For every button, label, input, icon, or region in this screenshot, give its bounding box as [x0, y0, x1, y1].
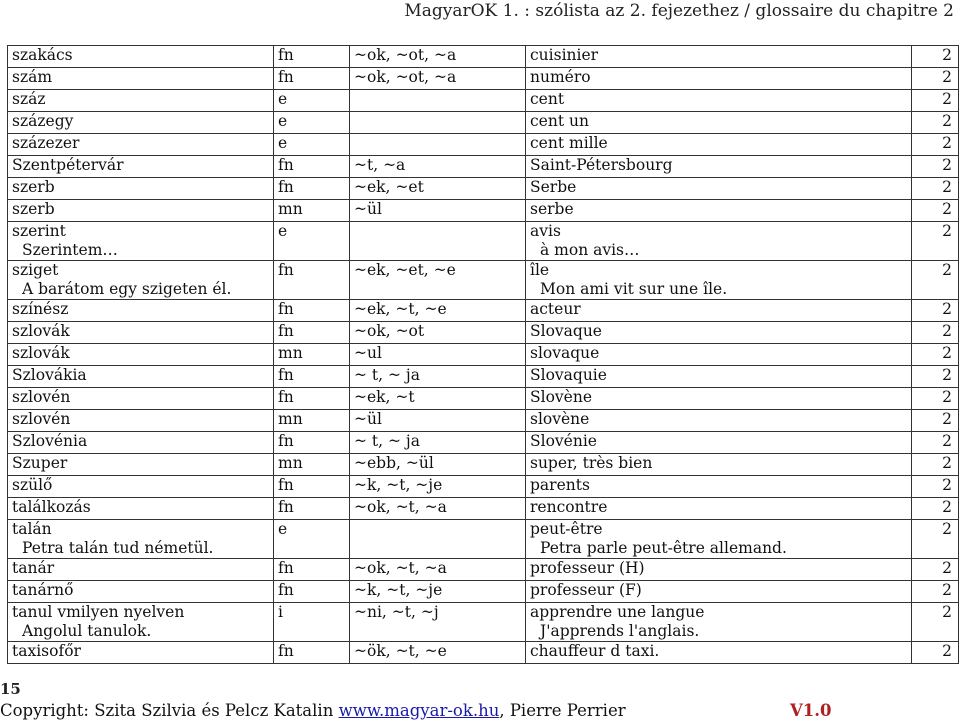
- word-forms-cell: [350, 112, 526, 134]
- french-translation-cell-text: avis: [530, 222, 561, 240]
- hungarian-word-cell: [8, 498, 274, 520]
- chapter-number-cell: [912, 156, 959, 178]
- part-of-speech-cell: [274, 642, 350, 664]
- french-translation-cell-text: Saint-Pétersbourg: [530, 156, 673, 174]
- chapter-number-cell-text: 2: [942, 222, 952, 240]
- word-forms-cell-text: ~ek, ~t: [354, 388, 415, 406]
- part-of-speech-cell: [274, 222, 350, 261]
- hungarian-word-cell-text: talán: [12, 520, 52, 538]
- word-forms-cell-text: ~ok, ~ot: [354, 322, 425, 340]
- word-forms-cell-text: ~ebb, ~ül: [354, 454, 434, 472]
- french-translation-cell-example: Petra parle peut-être allemand.: [540, 539, 787, 557]
- hungarian-word-cell-example: Petra talán tud németül.: [22, 539, 214, 557]
- chapter-number-cell: [912, 178, 959, 200]
- part-of-speech-cell: [274, 366, 350, 388]
- table-row: [8, 90, 959, 112]
- part-of-speech-cell: [274, 200, 350, 222]
- part-of-speech-cell: [274, 476, 350, 498]
- part-of-speech-cell-text: fn: [278, 366, 294, 384]
- word-forms-cell-text: ~ok, ~t, ~a: [354, 559, 447, 577]
- word-forms-cell: [350, 476, 526, 498]
- chapter-number-cell-text: 2: [942, 559, 952, 577]
- french-translation-cell: [526, 476, 912, 498]
- part-of-speech-cell-text: fn: [278, 46, 294, 64]
- chapter-number-cell: [912, 134, 959, 156]
- table-row: [8, 156, 959, 178]
- hungarian-word-cell: [8, 559, 274, 581]
- word-forms-cell: [350, 222, 526, 261]
- hungarian-word-cell-text: százezer: [12, 134, 80, 152]
- table-row: [8, 222, 959, 261]
- part-of-speech-cell-text: i: [278, 603, 283, 621]
- part-of-speech-cell-text: fn: [278, 559, 294, 577]
- chapter-number-cell: [912, 46, 959, 68]
- hungarian-word-cell-text: szerb: [12, 178, 55, 196]
- word-forms-cell-text: ~ül: [354, 200, 382, 218]
- french-translation-cell-text: numéro: [530, 68, 591, 86]
- chapter-number-cell-text: 2: [942, 581, 952, 599]
- table-row: [8, 366, 959, 388]
- chapter-number-cell-text: 2: [942, 498, 952, 516]
- word-forms-cell-text: ~ek, ~et, ~e: [354, 261, 456, 279]
- french-translation-cell-text: serbe: [530, 200, 574, 218]
- chapter-number-cell-text: 2: [942, 603, 952, 621]
- word-forms-cell-text: ~ek, ~et: [354, 178, 424, 196]
- french-translation-cell-text: rencontre: [530, 498, 608, 516]
- hungarian-word-cell-example: Szerintem…: [22, 241, 118, 259]
- hungarian-word-cell-text: szakács: [12, 46, 73, 64]
- table-row: [8, 581, 959, 603]
- word-forms-cell: [350, 410, 526, 432]
- chapter-number-cell-text: 2: [942, 178, 952, 196]
- hungarian-word-cell-text: Szentpétervár: [12, 156, 124, 174]
- french-translation-cell: [526, 134, 912, 156]
- french-translation-cell: [526, 520, 912, 559]
- french-translation-cell: [526, 388, 912, 410]
- part-of-speech-cell: [274, 388, 350, 410]
- copyright-text: Copyright: Szita Szilvia és Pelcz Katalin: [0, 701, 339, 720]
- hungarian-word-cell: [8, 642, 274, 664]
- french-translation-cell: [526, 410, 912, 432]
- hungarian-word-cell-text: szerint: [12, 222, 66, 240]
- part-of-speech-cell: [274, 603, 350, 642]
- french-translation-cell: [526, 642, 912, 664]
- hungarian-word-cell-text: szlovák: [12, 344, 70, 362]
- french-translation-cell: [526, 322, 912, 344]
- french-translation-cell: [526, 68, 912, 90]
- table-row: [8, 300, 959, 322]
- hungarian-word-cell: [8, 388, 274, 410]
- french-translation-cell-text: cent: [530, 90, 565, 108]
- chapter-number-cell: [912, 90, 959, 112]
- table-row: [8, 322, 959, 344]
- chapter-number-cell-text: 2: [942, 388, 952, 406]
- chapter-number-cell-text: 2: [942, 112, 952, 130]
- word-forms-cell-text: ~ni, ~t, ~j: [354, 603, 439, 621]
- part-of-speech-cell: [274, 410, 350, 432]
- hungarian-word-cell-text: sziget: [12, 261, 59, 279]
- part-of-speech-cell-text: fn: [278, 300, 294, 318]
- hungarian-word-cell: [8, 581, 274, 603]
- part-of-speech-cell: [274, 432, 350, 454]
- chapter-number-cell-text: 2: [942, 454, 952, 472]
- table-row: [8, 498, 959, 520]
- word-forms-cell-text: ~ t, ~ ja: [354, 432, 420, 450]
- french-translation-cell: [526, 46, 912, 68]
- hungarian-word-cell: [8, 520, 274, 559]
- chapter-number-cell-text: 2: [942, 68, 952, 86]
- french-translation-cell-text: professeur (H): [530, 559, 645, 577]
- hungarian-word-cell: [8, 300, 274, 322]
- word-forms-cell: [350, 156, 526, 178]
- french-translation-cell-text: chauffeur d taxi.: [530, 642, 660, 660]
- part-of-speech-cell: [274, 46, 350, 68]
- part-of-speech-cell-text: mn: [278, 200, 303, 218]
- hungarian-word-cell-text: százegy: [12, 112, 74, 130]
- hungarian-word-cell: [8, 112, 274, 134]
- part-of-speech-cell: [274, 498, 350, 520]
- part-of-speech-cell-text: e: [278, 222, 288, 240]
- hungarian-word-cell: [8, 46, 274, 68]
- part-of-speech-cell-text: fn: [278, 581, 294, 599]
- hungarian-word-cell: [8, 322, 274, 344]
- french-translation-cell-text: professeur (F): [530, 581, 642, 599]
- french-translation-cell-text: Slovénie: [530, 432, 597, 450]
- word-forms-cell: [350, 498, 526, 520]
- word-forms-cell: [350, 388, 526, 410]
- part-of-speech-cell-text: e: [278, 134, 288, 152]
- table-row: [8, 388, 959, 410]
- chapter-number-cell: [912, 68, 959, 90]
- part-of-speech-cell: [274, 178, 350, 200]
- word-forms-cell: [350, 46, 526, 68]
- part-of-speech-cell-text: e: [278, 112, 288, 130]
- french-translation-cell: [526, 603, 912, 642]
- part-of-speech-cell-text: fn: [278, 388, 294, 406]
- french-translation-cell-text: apprendre une langue: [530, 603, 705, 621]
- table-row: [8, 603, 959, 642]
- hungarian-word-cell: [8, 156, 274, 178]
- copyright-suffix: , Pierre Perrier: [499, 701, 626, 720]
- hungarian-word-cell-text: Szlovénia: [12, 432, 88, 450]
- part-of-speech-cell-text: e: [278, 520, 288, 538]
- hungarian-word-cell: [8, 134, 274, 156]
- french-translation-cell: [526, 222, 912, 261]
- hungarian-word-cell: [8, 200, 274, 222]
- chapter-number-cell: [912, 222, 959, 261]
- word-forms-cell: [350, 344, 526, 366]
- hungarian-word-cell: [8, 222, 274, 261]
- french-translation-cell-text: slovaque: [530, 344, 600, 362]
- french-translation-cell-text: Serbe: [530, 178, 577, 196]
- chapter-number-cell: [912, 112, 959, 134]
- chapter-number-cell: [912, 520, 959, 559]
- part-of-speech-cell: [274, 344, 350, 366]
- part-of-speech-cell-text: mn: [278, 454, 303, 472]
- french-translation-cell: [526, 366, 912, 388]
- word-forms-cell: [350, 520, 526, 559]
- french-translation-cell-text: peut-être: [530, 520, 603, 538]
- hungarian-word-cell-text: színész: [12, 300, 69, 318]
- hungarian-word-cell-text: tanár: [12, 559, 55, 577]
- word-forms-cell-text: ~k, ~t, ~je: [354, 581, 443, 599]
- part-of-speech-cell-text: fn: [278, 68, 294, 86]
- hungarian-word-cell: [8, 410, 274, 432]
- word-forms-cell: [350, 200, 526, 222]
- hungarian-word-cell-text: szerb: [12, 200, 55, 218]
- hungarian-word-cell: [8, 68, 274, 90]
- french-translation-cell-example: Mon ami vit sur une île.: [540, 280, 728, 298]
- word-forms-cell: [350, 178, 526, 200]
- word-forms-cell: [350, 134, 526, 156]
- french-translation-cell-text: slovène: [530, 410, 590, 428]
- hungarian-word-cell-text: szám: [12, 68, 53, 86]
- hungarian-word-cell-example: Angolul tanulok.: [22, 622, 152, 640]
- french-translation-cell-text: Slovène: [530, 388, 592, 406]
- hungarian-word-cell: [8, 344, 274, 366]
- part-of-speech-cell-text: fn: [278, 642, 294, 660]
- french-translation-cell: [526, 454, 912, 476]
- french-translation-cell: [526, 90, 912, 112]
- french-translation-cell-text: cuisinier: [530, 46, 599, 64]
- chapter-number-cell: [912, 603, 959, 642]
- chapter-number-cell: [912, 410, 959, 432]
- word-forms-cell-text: ~ok, ~ot, ~a: [354, 46, 457, 64]
- french-translation-cell: [526, 261, 912, 300]
- french-translation-cell-text: acteur: [530, 300, 581, 318]
- hungarian-word-cell-text: találkozás: [12, 498, 91, 516]
- french-translation-cell-text: Slovaquie: [530, 366, 607, 384]
- chapter-number-cell: [912, 432, 959, 454]
- french-translation-cell-example: J'apprends l'anglais.: [540, 622, 700, 640]
- table-row: [8, 454, 959, 476]
- word-forms-cell: [350, 68, 526, 90]
- part-of-speech-cell-text: fn: [278, 261, 294, 279]
- chapter-number-cell-text: 2: [942, 642, 952, 660]
- part-of-speech-cell: [274, 581, 350, 603]
- chapter-number-cell-text: 2: [942, 410, 952, 428]
- word-forms-cell: [350, 559, 526, 581]
- word-forms-cell-text: ~ek, ~t, ~e: [354, 300, 447, 318]
- website-link[interactable]: www.magyar-ok.hu: [338, 701, 500, 720]
- hungarian-word-cell-text: taxisofőr: [12, 642, 81, 660]
- chapter-number-cell: [912, 200, 959, 222]
- hungarian-word-cell-text: szlovák: [12, 322, 70, 340]
- table-row: [8, 261, 959, 300]
- hungarian-word-cell-text: tanárnő: [12, 581, 74, 599]
- page-header-title: MagyarOK 1. : szólista az 2. fejezethez / glossaire du chapitre 2: [404, 1, 954, 21]
- chapter-number-cell-text: 2: [942, 520, 952, 538]
- chapter-number-cell-text: 2: [942, 200, 952, 218]
- table-row: [8, 559, 959, 581]
- glossary-body: [8, 46, 959, 664]
- french-translation-cell-text: cent mille: [530, 134, 608, 152]
- chapter-number-cell: [912, 642, 959, 664]
- footer: [0, 700, 960, 722]
- word-forms-cell: [350, 261, 526, 300]
- chapter-number-cell-text: 2: [942, 344, 952, 362]
- table-row: [8, 476, 959, 498]
- hungarian-word-cell: [8, 454, 274, 476]
- word-forms-cell-text: ~ul: [354, 344, 382, 362]
- chapter-number-cell: [912, 454, 959, 476]
- word-forms-cell-text: ~ök, ~t, ~e: [354, 642, 447, 660]
- table-row: [8, 410, 959, 432]
- part-of-speech-cell: [274, 322, 350, 344]
- chapter-number-cell: [912, 261, 959, 300]
- table-row: [8, 68, 959, 90]
- french-translation-cell-example: à mon avis…: [540, 241, 640, 259]
- table-row: [8, 134, 959, 156]
- chapter-number-cell-text: 2: [942, 134, 952, 152]
- word-forms-cell: [350, 454, 526, 476]
- part-of-speech-cell: [274, 520, 350, 559]
- chapter-number-cell-text: 2: [942, 476, 952, 494]
- french-translation-cell-text: île: [530, 261, 550, 279]
- table-row: [8, 200, 959, 222]
- table-row: [8, 432, 959, 454]
- part-of-speech-cell: [274, 90, 350, 112]
- french-translation-cell: [526, 432, 912, 454]
- chapter-number-cell-text: 2: [942, 156, 952, 174]
- part-of-speech-cell: [274, 68, 350, 90]
- french-translation-cell-text: cent un: [530, 112, 589, 130]
- part-of-speech-cell-text: fn: [278, 322, 294, 340]
- french-translation-cell: [526, 559, 912, 581]
- version-label: V1.0: [790, 701, 832, 720]
- word-forms-cell-text: ~ok, ~ot, ~a: [354, 68, 457, 86]
- word-forms-cell: [350, 603, 526, 642]
- part-of-speech-cell: [274, 112, 350, 134]
- part-of-speech-cell-text: fn: [278, 178, 294, 196]
- hungarian-word-cell: [8, 178, 274, 200]
- word-forms-cell: [350, 432, 526, 454]
- word-forms-cell-text: ~k, ~t, ~je: [354, 476, 443, 494]
- french-translation-cell-text: parents: [530, 476, 590, 494]
- french-translation-cell: [526, 156, 912, 178]
- part-of-speech-cell: [274, 559, 350, 581]
- word-forms-cell: [350, 642, 526, 664]
- chapter-number-cell: [912, 476, 959, 498]
- part-of-speech-cell: [274, 300, 350, 322]
- chapter-number-cell-text: 2: [942, 322, 952, 340]
- table-row: [8, 46, 959, 68]
- chapter-number-cell: [912, 322, 959, 344]
- part-of-speech-cell: [274, 261, 350, 300]
- hungarian-word-cell: [8, 90, 274, 112]
- part-of-speech-cell-text: fn: [278, 498, 294, 516]
- chapter-number-cell: [912, 498, 959, 520]
- french-translation-cell: [526, 581, 912, 603]
- chapter-number-cell: [912, 559, 959, 581]
- table-row: [8, 178, 959, 200]
- french-translation-cell: [526, 112, 912, 134]
- glossary-table: [7, 45, 959, 664]
- word-forms-cell: [350, 581, 526, 603]
- french-translation-cell: [526, 300, 912, 322]
- word-forms-cell-text: ~ok, ~t, ~a: [354, 498, 447, 516]
- part-of-speech-cell: [274, 454, 350, 476]
- hungarian-word-cell: [8, 476, 274, 498]
- hungarian-word-cell-text: szlovén: [12, 388, 71, 406]
- word-forms-cell-text: ~ t, ~ ja: [354, 366, 420, 384]
- chapter-number-cell: [912, 388, 959, 410]
- hungarian-word-cell-text: tanul vmilyen nyelven: [12, 603, 185, 621]
- table-row: [8, 112, 959, 134]
- hungarian-word-cell: [8, 603, 274, 642]
- chapter-number-cell: [912, 366, 959, 388]
- table-row: [8, 642, 959, 664]
- hungarian-word-cell-example: A barátom egy szigeten él.: [22, 280, 232, 298]
- hungarian-word-cell-text: szlovén: [12, 410, 71, 428]
- chapter-number-cell-text: 2: [942, 366, 952, 384]
- part-of-speech-cell: [274, 156, 350, 178]
- hungarian-word-cell-text: Szuper: [12, 454, 68, 472]
- french-translation-cell: [526, 498, 912, 520]
- hungarian-word-cell-text: szülő: [12, 476, 53, 494]
- word-forms-cell: [350, 322, 526, 344]
- part-of-speech-cell-text: fn: [278, 476, 294, 494]
- french-translation-cell-text: Slovaque: [530, 322, 602, 340]
- chapter-number-cell: [912, 581, 959, 603]
- chapter-number-cell: [912, 300, 959, 322]
- table-row: [8, 344, 959, 366]
- chapter-number-cell-text: 2: [942, 432, 952, 450]
- part-of-speech-cell-text: mn: [278, 344, 303, 362]
- part-of-speech-cell-text: e: [278, 90, 288, 108]
- hungarian-word-cell: [8, 366, 274, 388]
- word-forms-cell: [350, 366, 526, 388]
- hungarian-word-cell: [8, 432, 274, 454]
- part-of-speech-cell-text: mn: [278, 410, 303, 428]
- hungarian-word-cell-text: száz: [12, 90, 46, 108]
- word-forms-cell: [350, 90, 526, 112]
- chapter-number-cell-text: 2: [942, 300, 952, 318]
- table-row: [8, 520, 959, 559]
- hungarian-word-cell: [8, 261, 274, 300]
- french-translation-cell: [526, 344, 912, 366]
- part-of-speech-cell: [274, 134, 350, 156]
- french-translation-cell: [526, 178, 912, 200]
- chapter-number-cell-text: 2: [942, 46, 952, 64]
- chapter-number-cell-text: 2: [942, 90, 952, 108]
- word-forms-cell-text: ~ül: [354, 410, 382, 428]
- part-of-speech-cell-text: fn: [278, 156, 294, 174]
- chapter-number-cell-text: 2: [942, 261, 952, 279]
- hungarian-word-cell-text: Szlovákia: [12, 366, 87, 384]
- page-number: 15: [0, 680, 21, 698]
- word-forms-cell: [350, 300, 526, 322]
- chapter-number-cell: [912, 344, 959, 366]
- french-translation-cell: [526, 200, 912, 222]
- part-of-speech-cell-text: fn: [278, 432, 294, 450]
- word-forms-cell-text: ~t, ~a: [354, 156, 406, 174]
- french-translation-cell-text: super, très bien: [530, 454, 653, 472]
